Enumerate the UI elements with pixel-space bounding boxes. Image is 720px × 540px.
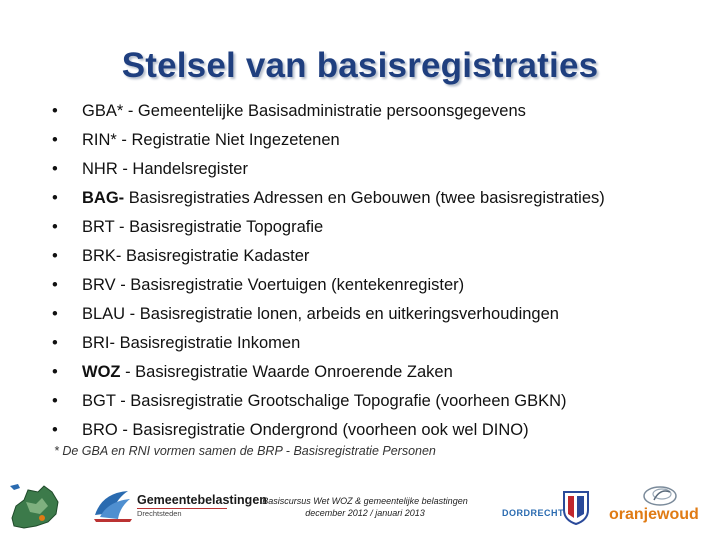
list-item-text: BLAU - Basisregistratie lonen, arbeids en uitkeringsverhoudingen — [82, 305, 559, 323]
list-item — [52, 98, 712, 127]
list-item — [52, 301, 712, 330]
list-item-text: BRI- Basisregistratie Inkomen — [82, 334, 301, 352]
list-item-text: BRT - Basisregistratie Topografie — [82, 218, 324, 236]
list-item-bold: WOZ — [82, 363, 121, 381]
list-item-text: GBA* - Gemeentelijke Basisadministratie persoonsgegevens — [82, 102, 526, 120]
bullet-list — [52, 98, 712, 446]
bullet-icon: • — [52, 392, 58, 410]
shield-logo-icon — [562, 490, 590, 526]
bullet-icon: • — [52, 363, 58, 381]
oranjewoud-logo-icon — [640, 484, 680, 508]
list-item — [52, 417, 712, 446]
bullet-icon: • — [52, 247, 58, 265]
list-item-text: BGT - Basisregistratie Grootschalige Topografie (voorheen GBKN) — [82, 392, 567, 410]
slide-title: Stelsel van basisregistraties — [121, 46, 599, 85]
list-item-text: BRK- Basisregistratie Kadaster — [82, 247, 310, 265]
bullet-icon: • — [52, 102, 58, 120]
list-item — [52, 127, 712, 156]
list-item — [52, 185, 712, 214]
gemeentebelastingen-name: Gemeentebelastingen — [137, 493, 267, 507]
footer-course-text — [240, 495, 490, 519]
list-item-text: RIN* - Registratie Niet Ingezetenen — [82, 131, 340, 149]
list-item-text: NHR - Handelsregister — [82, 160, 248, 178]
list-item — [52, 272, 712, 301]
footnote: * De GBA en RNI vormen samen de BRP - Basisregistratie Personen — [54, 444, 436, 458]
bullet-icon: • — [52, 189, 58, 207]
bullet-icon: • — [52, 160, 58, 178]
list-item — [52, 359, 712, 388]
bullet-icon: • — [52, 305, 58, 323]
footer-line-1: Basiscursus Wet WOZ & gemeentelijke belastingen — [262, 496, 468, 506]
list-item — [52, 388, 712, 417]
bullet-icon: • — [52, 276, 58, 294]
list-item — [52, 214, 712, 243]
footer-line-2: december 2012 / januari 2013 — [305, 508, 425, 518]
bullet-icon: • — [52, 421, 58, 439]
list-item — [52, 243, 712, 272]
bullet-icon: • — [52, 334, 58, 352]
list-item-text: Basisregistraties Adressen en Gebouwen (twee basisregistraties) — [124, 189, 605, 207]
list-item-bold: BAG- — [82, 189, 125, 207]
list-item-text: BRV - Basisregistratie Voertuigen (kentekenregister) — [82, 276, 465, 294]
dordrecht-logo: DORDRECHT — [502, 508, 564, 518]
gemeentebelastingen-sub: Drechtsteden — [137, 509, 182, 518]
gemeentebelastingen-logo-icon — [92, 487, 134, 523]
list-item-text: - Basisregistratie Waarde Onroerende Zaken — [120, 363, 453, 381]
bullet-icon: • — [52, 131, 58, 149]
list-item — [52, 330, 712, 359]
oranjewoud-logo: oranjewoud — [609, 506, 699, 523]
region-map-logo — [6, 478, 66, 534]
list-item — [52, 156, 712, 185]
list-item-text: BRO - Basisregistratie Ondergrond (voorheen ook wel DINO) — [82, 421, 529, 439]
bullet-icon: • — [52, 218, 58, 236]
